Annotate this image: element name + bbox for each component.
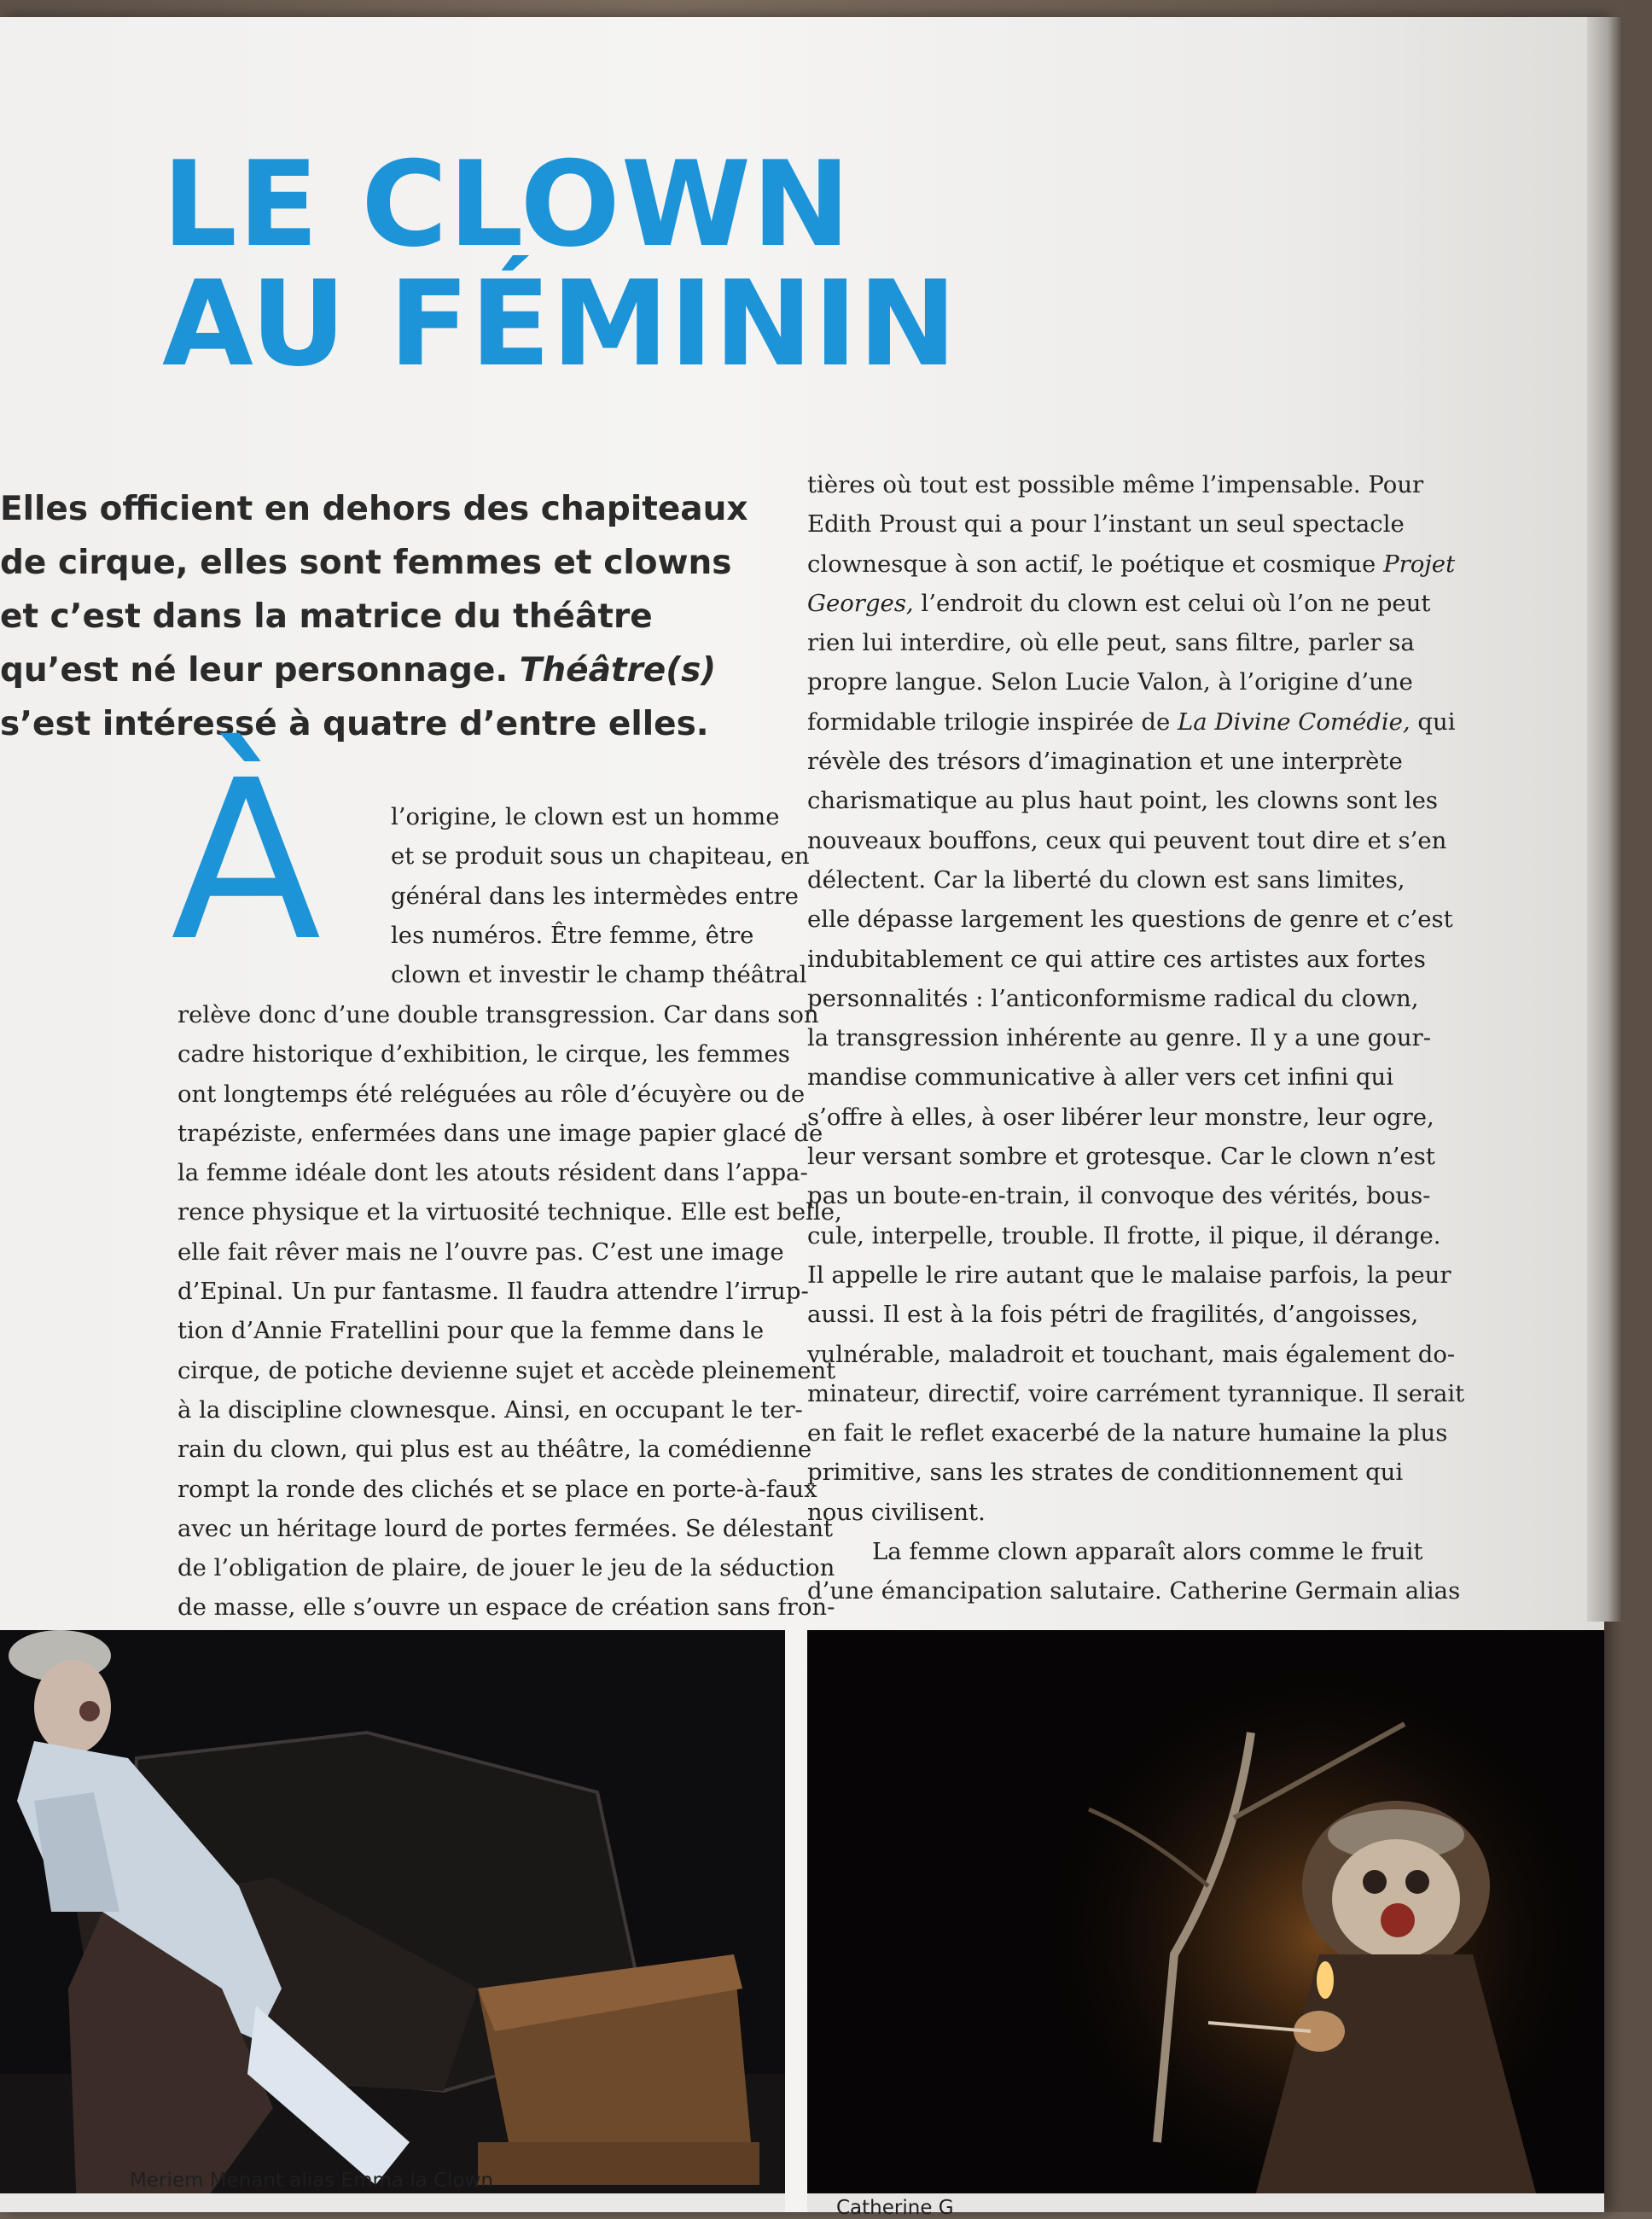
text-line: avec un héritage lourd de portes fermées. Se délestant	[177, 1514, 834, 1542]
text-line: général dans les intermèdes entre	[391, 882, 799, 910]
page-edge	[1587, 17, 1621, 1622]
text-line: minateur, directif, voire carrément tyrannique. Il serait	[807, 1379, 1465, 1407]
text-line: rompt la ronde des clichés et se place en porte-à-faux	[177, 1475, 817, 1503]
text-line	[807, 702, 1456, 742]
text-line: en fait le reflet exacerbé de la nature humaine la plus	[807, 1419, 1448, 1447]
text-line: propre langue. Selon Lucie Valon, à l’origine d’une	[807, 668, 1413, 696]
text-line: La femme clown apparaît alors comme le fruit	[872, 1538, 1423, 1566]
text-line: indubitablement ce qui attire ces artistes aux fortes	[807, 945, 1426, 973]
text-line: les numéros. Être femme, être	[391, 921, 754, 949]
photo-emma-la-clown	[0, 1630, 785, 2212]
text-line: vulnérable, maladroit et touchant, mais également do-	[807, 1340, 1456, 1368]
text-line: rence physique et la virtuosité technique. Elle est belle,	[177, 1198, 842, 1226]
text-line: aussi. Il est à la fois pétri de fragilités, d’angoisses,	[807, 1301, 1419, 1329]
text-line: pas un boute-en-train, il convoque des vérités, bous-	[807, 1182, 1431, 1210]
text-line: cadre historique d’exhibition, le cirque, les femmes	[177, 1040, 790, 1069]
lede-line: s’est intéressé à quatre d’entre elles.	[0, 705, 709, 743]
photo-left-illustration	[0, 1630, 785, 2212]
right-column	[807, 465, 1465, 1611]
text-line: nouveaux bouffons, ceux qui peuvent tout dire et s’en	[807, 826, 1447, 854]
title-line-2: AU FÉMININ	[162, 255, 958, 393]
article-lede	[0, 482, 748, 751]
text-run: qui	[1410, 708, 1456, 736]
text-line: relève donc d’une double transgression. Car dans son	[177, 1001, 819, 1028]
show-title: Projet	[1383, 550, 1456, 578]
text-line: l’origine, le clown est un homme	[391, 803, 780, 830]
photo-right-illustration	[807, 1630, 1604, 2212]
left-column	[177, 995, 842, 1628]
text-line: rain du clown, qui plus est au théâtre, la comédienne	[177, 1436, 812, 1464]
text-line: leur versant sombre et grotesque. Car le clown n’est	[807, 1143, 1435, 1171]
text-line: la femme idéale dont les atouts résident dans l’appa-	[177, 1159, 808, 1187]
lede-line: Elles officient en dehors des chapiteaux	[0, 490, 748, 528]
text-line: mandise communicative à aller vers cet infini qui	[807, 1063, 1394, 1092]
text-line: rien lui interdire, où elle peut, sans filtre, parler sa	[807, 629, 1415, 657]
lede-line: et c’est dans la matrice du théâtre	[0, 597, 653, 636]
text-line: révèle des trésors d’imagination et une interprète	[807, 748, 1403, 776]
lede-line: de cirque, elles sont femmes et clowns	[0, 544, 732, 582]
text-line: elle fait rêver mais ne l’ouvre pas. C’est une image	[177, 1238, 784, 1266]
text-line: Il appelle le rire autant que le malaise parfois, la peur	[807, 1261, 1451, 1289]
text-line: primitive, sans les strates de conditionnement qui	[807, 1459, 1404, 1487]
lede-line	[0, 644, 734, 697]
text-line: clown et investir le champ théâtral	[391, 961, 807, 989]
text-line: s’offre à elles, à oser libérer leur monstre, leur ogre,	[807, 1103, 1434, 1131]
text-line: tières où tout est possible même l’impensable. Pour	[807, 471, 1424, 498]
text-line: de l’obligation de plaire, de jouer le jeu de la séduction	[177, 1554, 835, 1582]
text-line: tion d’Annie Fratellini pour que la femme dans le	[177, 1317, 765, 1345]
photo-catherine-germain	[807, 1630, 1604, 2212]
left-column-indented	[391, 797, 810, 994]
lede-text: qu’est né leur personnage.	[0, 651, 520, 690]
text-line: à la discipline clownesque. Ainsi, en occupant le ter-	[177, 1395, 803, 1424]
text-line	[807, 584, 1431, 623]
text-line: charismatique au plus haut point, les clowns sont les	[807, 787, 1438, 815]
text-line: d’Epinal. Un pur fantasme. Il faudra attendre l’irrup-	[177, 1278, 809, 1306]
show-title: La Divine Comédie,	[1178, 708, 1411, 736]
text-line: la transgression inhérente au genre. Il y a une gour-	[807, 1024, 1431, 1052]
title-line-1: LE CLOWN	[162, 136, 852, 273]
text-line	[807, 545, 1456, 584]
text-line: ont longtemps été reléguées au rôle d’écuyère ou de	[177, 1080, 806, 1108]
text-line: cule, interpelle, trouble. Il frotte, il pique, il dérange.	[807, 1221, 1441, 1249]
text-run: clownesque à son actif, le poétique et cosmique	[807, 550, 1384, 578]
text-line: nous civilisent.	[807, 1498, 986, 1526]
photo-caption-right: Catherine G	[836, 2197, 954, 2219]
photo-caption-left: Meriem Menant alias Emma la Clown	[130, 2169, 493, 2192]
article-title	[162, 136, 958, 393]
lede-magazine-name: Théâtre(s)	[519, 651, 717, 690]
text-line: de masse, elle s’ouvre un espace de création sans fron-	[177, 1593, 835, 1622]
text-line: personnalités : l’anticonformisme radical du clown,	[807, 984, 1419, 1012]
text-line: trapéziste, enfermées dans une image papier glacé de	[177, 1119, 823, 1147]
text-run: formidable trilogie inspirée de	[807, 708, 1178, 736]
show-title: Georges,	[807, 589, 914, 617]
text-line: délectent. Car la liberté du clown est sans limites,	[807, 865, 1405, 894]
drop-cap: À	[171, 733, 322, 989]
text-line: d’une émancipation salutaire. Catherine Germain alias	[807, 1577, 1461, 1605]
text-line: et se produit sous un chapiteau, en	[391, 842, 810, 871]
text-line: elle dépasse largement les questions de genre et c’est	[807, 906, 1453, 934]
text-line: cirque, de potiche devienne sujet et accède pleinement	[177, 1356, 836, 1384]
text-run: l’endroit du clown est celui où l’on ne peut	[913, 589, 1431, 617]
text-line: Edith Proust qui a pour l’instant un seul spectacle	[807, 510, 1405, 539]
